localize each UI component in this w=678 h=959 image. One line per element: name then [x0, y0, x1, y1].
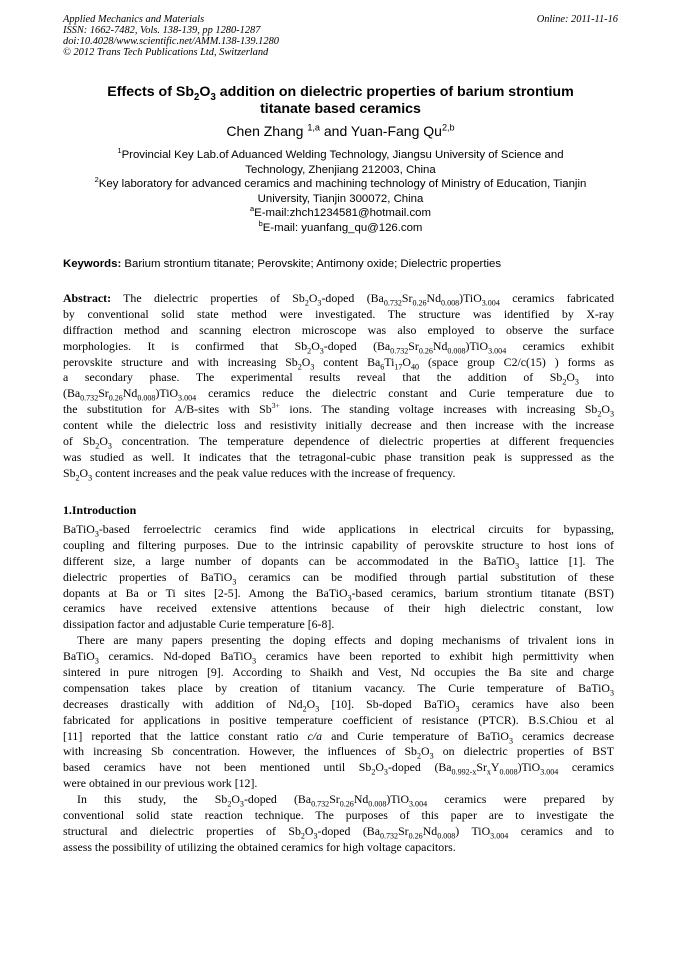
- subscript-text: 40: [410, 361, 420, 371]
- body-line: dissipation factor and adjustable Curie temperature [6-8].: [63, 617, 335, 632]
- text-fragment: BaTiO: [63, 649, 95, 664]
- text-fragment: O: [199, 84, 211, 100]
- text-fragment: BaTiO: [63, 522, 95, 536]
- body-line: [63, 792, 614, 808]
- text-fragment: Sr: [398, 823, 409, 838]
- subscript-text: 3: [252, 656, 257, 666]
- text-fragment: -doped (Ba: [321, 291, 384, 305]
- text-fragment: Sr: [98, 386, 109, 401]
- text-fragment: ) TiO: [455, 823, 491, 838]
- subscript-text: 3: [609, 688, 614, 698]
- text-fragment: -based ferroelectric ceramics find wide applications in electrical circuits for bypassing,: [98, 522, 614, 536]
- text-fragment: c/a: [307, 728, 323, 743]
- subscript-text: 3: [88, 473, 93, 483]
- body-line: [63, 744, 614, 760]
- body-line: [63, 824, 614, 840]
- text-fragment: Sr: [476, 760, 487, 775]
- text-fragment: content Ba: [314, 354, 381, 369]
- subscript-text: 3: [574, 377, 579, 387]
- subscript-text: 17: [394, 361, 403, 371]
- text-fragment: decreases drastically with addition of Nd: [63, 696, 303, 711]
- keywords: [63, 257, 623, 271]
- text-fragment: O: [402, 354, 411, 369]
- text-fragment: O: [301, 354, 311, 369]
- body-line: There are many papers presenting the doping effects and doping mechanisms of trivalent ions in: [77, 633, 614, 648]
- text-fragment: O: [231, 792, 240, 807]
- abstract-line: [63, 291, 614, 307]
- text-fragment: compensation takes place by creation of titanium vacancy. The Curie temperature of BaTiO: [63, 680, 610, 695]
- body-line: [63, 554, 614, 570]
- subscript-text: 3.004: [178, 393, 197, 403]
- text-fragment: (space group C2/c(15) ) forms as: [419, 354, 614, 369]
- subscript-text: 3: [94, 656, 99, 666]
- subscript-text: 3: [609, 409, 614, 419]
- affiliation-1: $^1$Provincial Key Lab.of Aduanced Welding Technology, Jiangsu University of Science and Technology, Zhenjiang 212003, China: [117, 146, 564, 176]
- paper-title: Effects of $Sb_2O_3$ addition on dielectric properties of barium strontium titanate based ceramics: [107, 84, 574, 117]
- body-line: [63, 697, 614, 713]
- subscript-text: 3.004: [409, 799, 428, 809]
- text-fragment: dopants at Ba or Ti sites [2-5]. Among the BaTiO: [63, 585, 348, 600]
- author-line: [63, 123, 618, 140]
- text-fragment: perovskite structure and with increasing Sb: [63, 354, 298, 369]
- body-line: were obtained in our previous work [12].: [63, 776, 258, 791]
- online-date: Online: 2011-11-16: [536, 14, 618, 25]
- body-line: assess the possibility of utilizing the obtained ceramics for high voltage capacitors.: [63, 839, 456, 854]
- abstract-line: [63, 355, 614, 371]
- text-fragment: into: [578, 370, 614, 385]
- text-fragment: E-mail: yuanfang_qu@126.com: [262, 222, 423, 234]
- text-fragment: )TiO: [459, 291, 482, 305]
- text-fragment: lattice [1]. The: [519, 553, 614, 568]
- abstract-line: content while the dielectric loss and resistivity initially decrease and then increase with the increase: [63, 418, 614, 433]
- subscript-text: 3: [317, 298, 322, 308]
- text-fragment: Barium strontium titanate; Perovskite; Antimony oxide; Dielectric properties: [121, 258, 502, 270]
- subscript-text: 3: [383, 767, 388, 777]
- subscript-text: 2: [562, 377, 567, 387]
- text-fragment: Ti: [384, 354, 395, 369]
- subscript-text: 2: [194, 91, 200, 103]
- text-fragment: O: [308, 291, 318, 305]
- subscript-text: 3: [310, 361, 315, 371]
- text-fragment: )TiO: [386, 792, 410, 807]
- subscript-text: 0.26: [418, 346, 433, 356]
- subscript-text: 0.732: [379, 831, 399, 841]
- superscript-text: 1,a: [307, 122, 320, 133]
- text-fragment: dielectric properties of BaTiO: [63, 569, 233, 584]
- text-fragment: Keywords:: [63, 258, 122, 270]
- subscript-text: 0.26: [108, 393, 123, 403]
- abstract-line: [63, 339, 614, 355]
- subscript-text: 0.008: [437, 831, 456, 841]
- subscript-text: 0.008: [368, 799, 387, 809]
- text-fragment: Sr: [401, 291, 413, 305]
- superscript-text: 1: [117, 146, 122, 156]
- text-fragment: E-mail:zhch1234581@hotmail.com: [254, 207, 431, 219]
- body-line: [63, 522, 614, 538]
- subscript-text: 0.732: [383, 298, 402, 308]
- text-fragment: O: [306, 696, 316, 711]
- subscript-text: 3: [315, 704, 320, 714]
- text-fragment: Key laboratory for advanced ceramics and machining technology of Ministry of Education, Tianjin: [98, 178, 587, 190]
- text-fragment: In this study, the Sb: [77, 792, 228, 807]
- subscript-text: 3.004: [540, 767, 559, 777]
- text-fragment: and Yuan-Fang Qu: [320, 123, 442, 139]
- text-fragment: the substitution for A/B-sites with Sb: [63, 402, 272, 417]
- abstract-line: diffraction method and scanning electron microscope was also employed to observe the surface: [63, 322, 614, 337]
- text-fragment: -based ceramics, barium strontium titanate (BST): [351, 585, 614, 600]
- body-line: sintered in pure nitrogen [9]. According to Shaikh and Vest, Nd occupies the Ba site and charge: [63, 665, 614, 680]
- subscript-text: 2: [297, 361, 302, 371]
- subscript-text: 2: [300, 831, 305, 841]
- body-line: conventional solid state reaction technique. The purposes of this paper are to investigate the: [63, 808, 614, 823]
- body-line: [63, 570, 614, 586]
- abstract-line: by conventional solid state method were investigated. The structure was identified by X-ray: [63, 306, 614, 321]
- superscript-text: 2,b: [441, 122, 455, 133]
- text-fragment: O: [421, 744, 430, 759]
- text-fragment: O: [304, 823, 314, 838]
- text-fragment: with increasing Sb concentration. However, the influences of Sb: [63, 744, 417, 759]
- subscript-text: 3: [107, 441, 112, 451]
- body-line: [63, 681, 614, 697]
- subscript-text: 3: [515, 561, 520, 571]
- text-fragment: ceramics decrease: [513, 728, 614, 743]
- abstract-line: [63, 434, 614, 450]
- body-line: ceramics have received extensive attentions because of their high dielectric constant, low: [63, 601, 614, 616]
- text-fragment: [11] reported that the lattice constant ratio: [63, 728, 308, 743]
- text-fragment: Nd: [426, 291, 442, 305]
- subscript-text: 2: [227, 799, 232, 809]
- subscript-text: x: [486, 767, 491, 777]
- subscript-text: 3: [347, 592, 352, 602]
- subscript-text: 2: [307, 346, 312, 356]
- superscript-text: 3+: [271, 401, 280, 411]
- subscript-text: 3: [319, 346, 324, 356]
- superscript-text: a: [250, 204, 255, 214]
- superscript-text: 2: [94, 175, 99, 185]
- text-fragment: Effects of Sb: [107, 84, 195, 100]
- text-fragment: Chen Zhang: [226, 123, 308, 139]
- text-fragment: ceramics fabricated: [499, 291, 615, 305]
- text-fragment: Nd: [422, 823, 438, 838]
- text-fragment: O: [566, 370, 575, 385]
- text-fragment: ceramics were prepared by: [427, 792, 614, 807]
- text-fragment: O: [311, 338, 320, 353]
- subscript-text: 3.004: [488, 346, 507, 356]
- text-fragment: Abstract:: [63, 291, 112, 305]
- introduction-body: [63, 522, 614, 856]
- body-line: fabricated for applications in positive temperature coefficient of resistance (PTCR). B.S.Chiou et al: [63, 712, 614, 727]
- text-fragment: Nd: [122, 386, 138, 401]
- text-fragment: ceramics can be modified through partial substitution of these: [236, 569, 614, 584]
- text-fragment: O: [375, 760, 384, 775]
- superscript-text: b: [258, 219, 263, 229]
- text-fragment: of Sb: [63, 434, 96, 449]
- subscript-text: 0.992-x: [451, 767, 477, 777]
- text-fragment: -doped (Ba: [387, 760, 452, 775]
- text-fragment: )TiO: [517, 760, 541, 775]
- text-fragment: concentration. The temperature dependence of dielectric properties at different frequencies: [111, 434, 614, 449]
- text-fragment: content increases and the peak value reduces with the increase of frequency.: [92, 465, 456, 480]
- text-fragment: -doped (Ba: [323, 338, 391, 353]
- text-fragment: addition on dielectric properties of barium strontium: [215, 84, 574, 100]
- text-fragment: )TiO: [465, 338, 489, 353]
- text-fragment: a secondary phase. The experimental results reveal that the addition of Sb: [63, 370, 563, 385]
- section-heading-introduction: 1.Introduction: [63, 503, 137, 517]
- text-fragment: ceramics: [558, 760, 614, 775]
- body-line: [63, 586, 614, 602]
- text-fragment: morphologies. It is confirmed that Sb: [63, 338, 308, 353]
- text-fragment: Provincial Key Lab.of Aduanced Welding Technology, Jiangsu University of Science and: [121, 149, 564, 161]
- text-fragment: ceramics reduce the dielectric constant and Curie temperature due to: [196, 386, 614, 401]
- subscript-text: 0.26: [408, 831, 423, 841]
- issn-line: ISSN: 1662-7482, Vols. 138-139, pp 1280-1287: [63, 25, 261, 36]
- abstract-line: [63, 402, 614, 418]
- text-fragment: )TiO: [155, 386, 179, 401]
- text-fragment: (Ba: [63, 386, 81, 401]
- text-fragment: O: [99, 434, 108, 449]
- subscript-text: 3.004: [490, 831, 509, 841]
- abstract-line: [63, 370, 614, 386]
- body-line: [63, 729, 614, 745]
- subscript-text: 6: [380, 361, 385, 371]
- text-fragment: O: [79, 465, 89, 480]
- text-fragment: The dielectric properties of Sb: [111, 291, 305, 305]
- text-fragment: ceramics have also been: [459, 696, 614, 711]
- subscript-text: 0.26: [412, 298, 427, 308]
- subscript-text: 0.008: [441, 298, 460, 308]
- text-fragment: -doped (Ba: [317, 823, 380, 838]
- abstract-line: [63, 466, 614, 482]
- subscript-text: 3.004: [481, 298, 500, 308]
- subscript-text: 0.008: [447, 346, 466, 356]
- text-fragment: Sr: [408, 338, 419, 353]
- subscript-text: 2: [416, 751, 421, 761]
- affiliation-2: $^2$Key laboratory for advanced ceramics and machining technology of Ministry of Education, Tianjin University, Tianjin 300072, China: [94, 175, 587, 205]
- text-fragment: ceramics exhibit: [506, 338, 614, 353]
- subscript-text: 2: [75, 473, 80, 483]
- text-fragment: Sb: [63, 465, 76, 480]
- subscript-text: 2: [597, 409, 602, 419]
- subscript-text: 2: [302, 704, 307, 714]
- doi-line: doi:10.4028/www.scientific.net/AMM.138-139.1280: [63, 36, 279, 47]
- text-fragment: ceramics. Nd-doped BaTiO: [98, 649, 253, 664]
- subscript-text: 0.008: [137, 393, 156, 403]
- subscript-text: 3: [239, 799, 244, 809]
- subscript-text: 3: [94, 529, 99, 539]
- text-fragment: ions. The standing voltage increases with increasing Sb: [279, 402, 598, 417]
- text-fragment: different size, a large number of dopants can be accommodated in the BaTiO: [63, 553, 516, 568]
- copyright-line: © 2012 Trans Tech Publications Ltd, Switzerland: [63, 47, 269, 58]
- subscript-text: 2: [95, 441, 100, 451]
- journal-name: Applied Mechanics and Materials: [63, 14, 205, 25]
- abstract-line: [63, 386, 614, 402]
- text-fragment: [10]. Sb-doped BaTiO: [319, 696, 456, 711]
- subscript-text: 3: [210, 91, 216, 103]
- email-a: [63, 206, 618, 221]
- text-fragment: ceramics and to: [508, 823, 615, 838]
- subscript-text: 3: [508, 735, 514, 745]
- subscript-text: 2: [304, 298, 309, 308]
- text-fragment: Nd: [353, 792, 369, 807]
- text-fragment: Y: [490, 760, 500, 775]
- subscript-text: 3: [232, 577, 237, 587]
- text-fragment: based ceramics have not been mentioned until Sb: [63, 760, 372, 775]
- body-line: [63, 760, 614, 776]
- text-fragment: Sr: [329, 792, 340, 807]
- subscript-text: 3: [455, 704, 460, 714]
- subscript-text: 0.008: [499, 767, 518, 777]
- email-b: [63, 221, 618, 236]
- abstract-line: was studied as well. It indicates that the tetragonal-cubic phase transition peak is suppressed as the: [63, 449, 614, 464]
- subscript-text: 0.732: [311, 799, 330, 809]
- body-line: coupling and filtering purposes. Due to the intrinsic capability of perovskite structure to host ions of: [63, 537, 614, 552]
- subscript-text: 0.26: [339, 799, 354, 809]
- text-fragment: ceramics have been reported to exhibit high permittivity when: [256, 649, 614, 664]
- subscript-text: 0.732: [80, 393, 99, 403]
- text-fragment: Nd: [432, 338, 448, 353]
- body-line: [63, 649, 614, 665]
- subscript-text: 2: [371, 767, 376, 777]
- subscript-text: 3: [313, 831, 318, 841]
- text-fragment: on dielectric properties of BST: [433, 744, 614, 759]
- text-fragment: structural and dielectric properties of Sb: [63, 823, 301, 838]
- subscript-text: 3: [429, 751, 434, 761]
- abstract: [63, 291, 614, 482]
- text-fragment: O: [601, 402, 610, 417]
- text-fragment: and Curie temperature of BaTiO: [322, 728, 509, 743]
- subscript-text: 0.732: [390, 346, 409, 356]
- text-fragment: -doped (Ba: [243, 792, 312, 807]
